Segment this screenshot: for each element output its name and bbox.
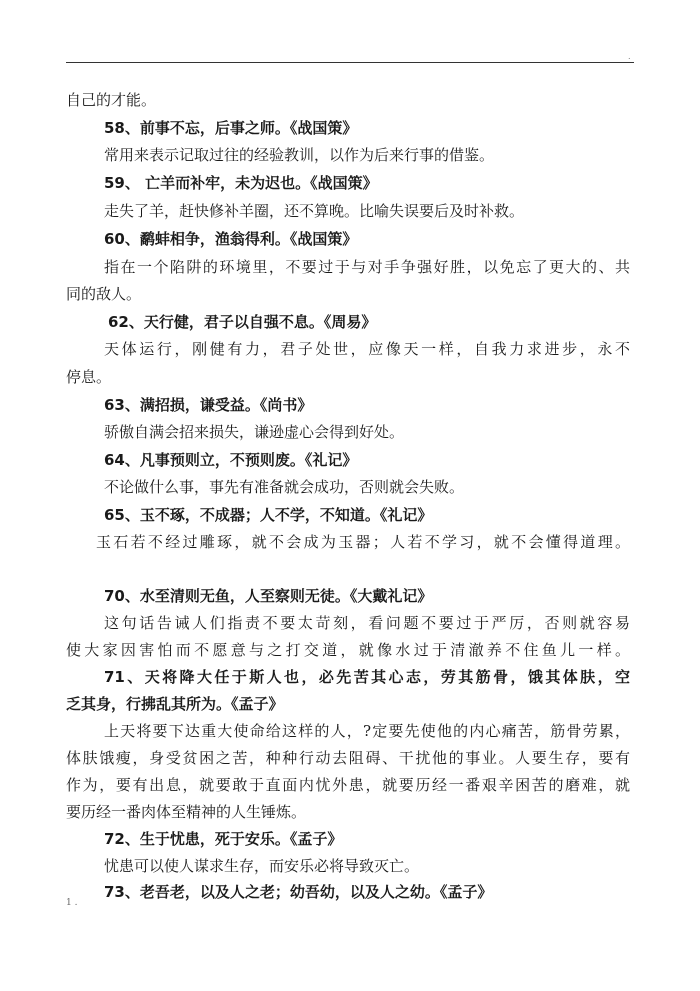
proverb-heading-71-line-2: 乏其身，行拂乱其所为。《孟子》: [66, 695, 284, 713]
explanation-72: 忧患可以使人谋求生存，而安乐必将导致灭亡。: [104, 857, 420, 875]
footer-page-mark: 1 .: [66, 898, 78, 908]
proverb-heading-64: 64、凡事预则立，不预则废。《礼记》: [104, 451, 358, 469]
proverb-heading-62: 62、天行健，君子以自强不息。《周易》: [108, 313, 377, 331]
proverb-heading-73: 73、老吾老，以及人之老；幼吾幼，以及人之幼。《孟子》: [104, 883, 493, 901]
text-line: 自己的才能。: [66, 91, 157, 109]
proverb-heading-71-line-1: 71、天将降大任于斯人也，必先苦其心志，劳其筋骨，饿其体肤，空: [104, 668, 630, 686]
proverb-heading-63: 63、满招损，谦受益。《尚书》: [104, 396, 313, 414]
proverb-heading-70: 70、水至清则无鱼，人至察则无徒。《大戴礼记》: [104, 587, 433, 605]
proverb-heading-72: 72、生于忧患，死于安乐。《孟子》: [104, 830, 343, 848]
corner-mark: .: [628, 52, 631, 61]
explanation-60-line-2: 同的敌人。: [66, 285, 142, 303]
explanation-71-line-1: 上天将要下达重大使命给这样的人，?定要先使他的内心痛苦，筋骨劳累，: [104, 722, 630, 740]
explanation-59: 走失了羊，赶快修补羊圈，还不算晚。比喻失误要后及时补救。: [104, 202, 525, 220]
explanation-62-line-1: 天体运行，刚健有力，君子处世，应像天一样，自我力求进步，永不: [104, 340, 630, 358]
explanation-58: 常用来表示记取过往的经验教训，以作为后来行事的借鉴。: [104, 146, 495, 164]
proverb-heading-58: 58、前事不忘，后事之师。《战国策》: [104, 119, 358, 137]
explanation-70-line-1: 这句话告诫人们指责不要太苛刻，看问题不要过于严厉，否则就容易: [104, 614, 630, 632]
explanation-62-line-2: 停息。: [66, 368, 112, 386]
explanation-71-line-2: 体肤饿瘦，身受贫困之苦，种种行动去阻碍、干扰他的事业。人要生存，要有: [66, 749, 630, 767]
explanation-60-line-1: 指在一个陷阱的环境里，不要过于与对手争强好胜，以免忘了更大的、共: [104, 258, 630, 276]
proverb-heading-59: 59、 亡羊而补牢，未为迟也。《战国策》: [104, 174, 378, 192]
explanation-71-line-4: 要历经一番肉体至精神的人生锤炼。: [66, 803, 307, 821]
proverb-heading-65: 65、玉不琢，不成器；人不学，不知道。《礼记》: [104, 506, 433, 524]
explanation-64: 不论做什么事，事先有准备就会成功，否则就会失败。: [104, 478, 465, 496]
explanation-70-line-2: 使大家因害怕而不愿意与之打交道，就像水过于清澈养不住鱼儿一样。: [66, 641, 630, 659]
explanation-63: 骄傲自满会招来损失，谦逊虚心会得到好处。: [104, 423, 405, 441]
explanation-65: 玉石若不经过雕琢，就不会成为玉器；人若不学习，就不会懂得道理。: [96, 533, 630, 551]
proverb-heading-60: 60、鹬蚌相争，渔翁得利。《战国策》: [104, 230, 358, 248]
header-rule: [66, 62, 634, 63]
explanation-71-line-3: 作为，要有出息，就要敢于直面内忧外患，就要历经一番艰辛困苦的磨难，就: [66, 776, 630, 794]
